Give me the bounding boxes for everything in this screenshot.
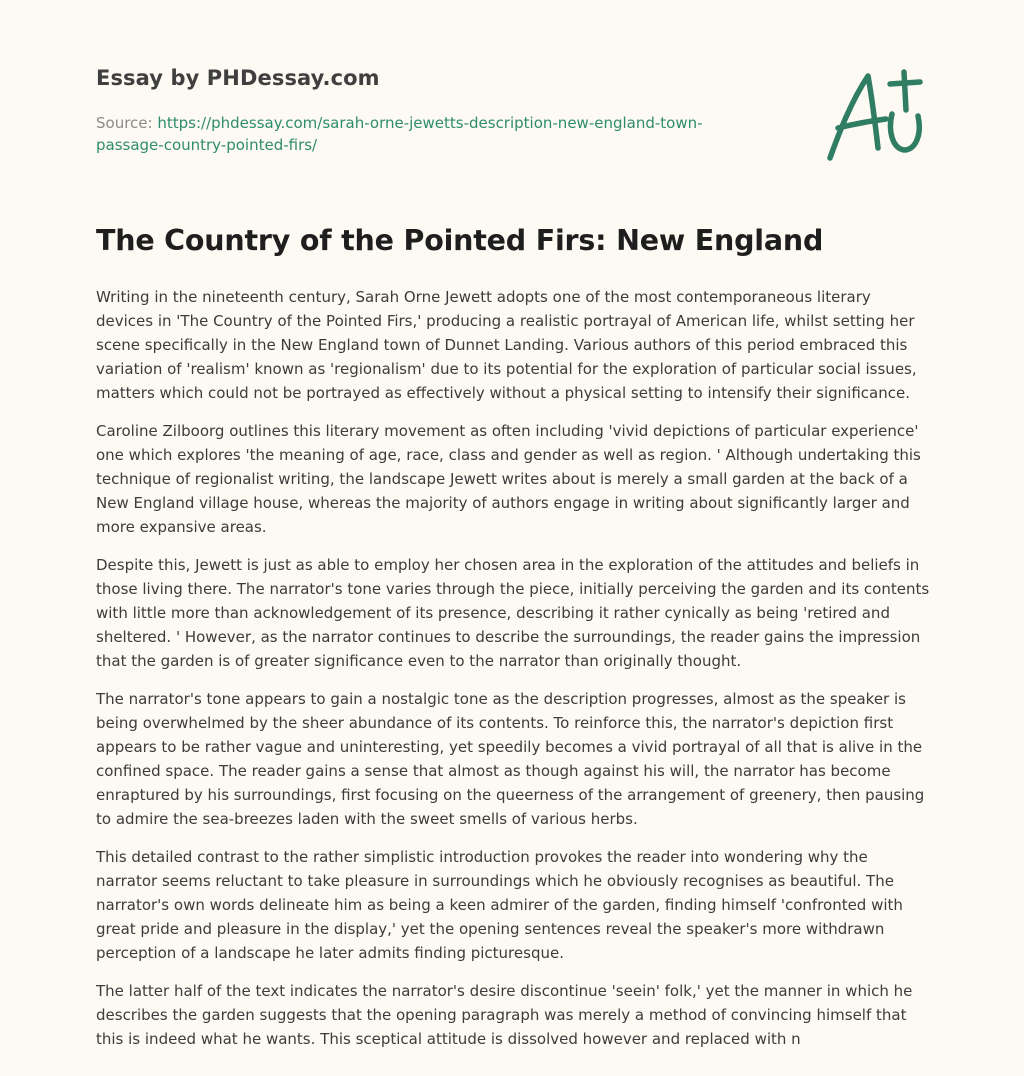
essay-paragraph: The narrator's tone appears to gain a nostalgic tone as the description progresses, almost as the speaker is being overwhelmed by the sheer abundance of its contents. To reinforce this, the narrator's depiction first appears to be rather vague and uninteresting, yet speedily becomes a vivid portrayal of all that is alive in the confined space. The reader gains a sense that almost as though against his will, the narrator has become enraptured by his surroundings, first focusing on the queerness of the arrangement of greenery, then pausing to admire the sea-breezes laden with the sweet smells of various herbs. (96, 690, 925, 828)
source-link[interactable]: https://phdessay.com/sarah-orne-jewetts-description-new-england-town-passage-country-pointed-firs/ (96, 114, 703, 154)
source-line (96, 112, 736, 156)
essay-title: The Country of the Pointed Firs: New England (96, 224, 824, 257)
site-title: Essay by PHDessay.com (96, 66, 380, 90)
essay-paragraph: Caroline Zilboorg outlines this literary movement as often including 'vivid depictions of particular experience' one which explores 'the meaning of age, race, class and gender as well as region. ' Although undertaking this technique of regionalist writing, the landscape Jewett writes about is merely a small garden at the back of a New England village house, whereas the majority of authors engage in writing about significantly larger and more expansive areas. (96, 422, 921, 536)
source-label: Source: (96, 114, 153, 132)
essay-body (96, 285, 932, 1065)
a-plus-grade-icon (818, 64, 930, 168)
essay-paragraph: Despite this, Jewett is just as able to employ her chosen area in the exploration of the attitudes and beliefs in those living there. The narrator's tone varies through the piece, initially perceiving the garden and its contents with little more than acknowledgement of its presence, describing it rather cynically as being 'retired and sheltered. ' However, as the narrator continues to describe the surroundings, the reader gains the impression that the garden is of greater significance even to the narrator than originally thought. (96, 556, 930, 670)
essay-paragraph: The latter half of the text indicates the narrator's desire discontinue 'seein' folk,' yet the manner in which he describes the garden suggests that the opening paragraph was merely a method of convincing himself that this is indeed what he wants. This sceptical attitude is dissolved however and replaced with n (96, 982, 913, 1048)
essay-paragraph: Writing in the nineteenth century, Sarah Orne Jewett adopts one of the most contemporaneous literary devices in 'The Country of the Pointed Firs,' producing a realistic portrayal of American life, whilst setting her scene specifically in the New England town of Dunnet Landing. Various authors of this period embraced this variation of 'realism' known as 'regionalism' due to its potential for the exploration of particular social issues, matters which could not be portrayed as effectively without a physical setting to intensify their significance. (96, 288, 917, 402)
essay-paragraph: This detailed contrast to the rather simplistic introduction provokes the reader into wondering why the narrator seems reluctant to take pleasure in surroundings which he obviously recognises as beautiful. The narrator's own words delineate him as being a keen admirer of the garden, finding himself 'confronted with great pride and pleasure in the display,' yet the opening sentences reveal the speaker's more withdrawn perception of a landscape he later admits finding picturesque. (96, 848, 903, 962)
